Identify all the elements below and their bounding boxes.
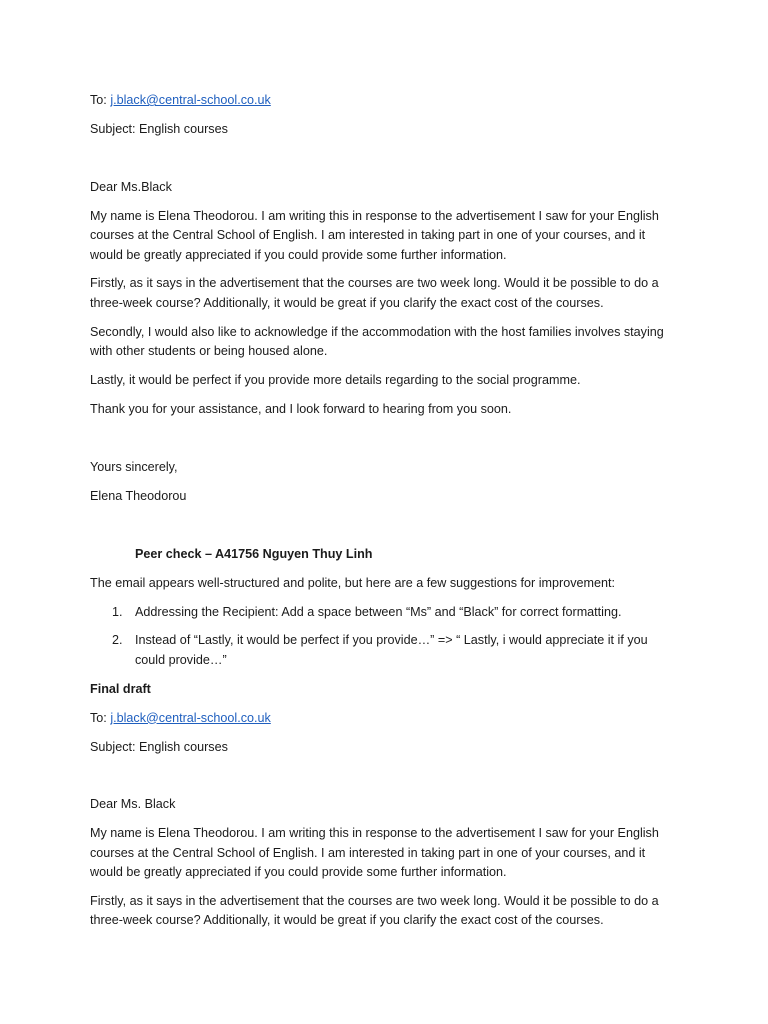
list-item-text: Addressing the Recipient: Add a space between “Ms” and “Black” for correct formatting. [135, 604, 622, 619]
spacer [90, 429, 680, 458]
body-paragraph: My name is Elena Theodorou. I am writing this in response to the advertisement I saw for your English courses at the Central School of English. I am interested in taking part in one of your courses, and it would be greatly appreciated if you could provide some further information. [90, 208, 659, 262]
email-link[interactable]: j.black@central-school.co.uk [110, 93, 271, 107]
email-link[interactable]: j.black@central-school.co.uk [110, 710, 271, 725]
body-paragraph: Firstly, as it says in the advertisement that the courses are two week long. Would it be possible to do a three-week course? Additionally, it would be great if you clarify the exact cost of the courses. [90, 894, 659, 928]
final-draft-heading: Final draft [90, 681, 151, 696]
suggestion-list [90, 603, 680, 671]
to-line [90, 709, 680, 728]
spacer [90, 766, 680, 795]
signature: Elena Theodorou [90, 488, 187, 503]
greeting: Dear Ms. Black [90, 797, 176, 812]
spacer [90, 149, 680, 178]
body-paragraph: Secondly, I would also like to acknowledge if the accommodation with the host families involves staying with other students or being housed alone. [90, 324, 664, 359]
subject-line: Subject: English courses [90, 739, 228, 754]
list-item [90, 631, 680, 670]
to-label: To: [90, 710, 111, 725]
document-page [90, 91, 680, 940]
list-item-text: Instead of “Lastly, it would be perfect if you provide…” => “ Lastly, i would appreciate it if you could provide…” [135, 633, 648, 667]
closing: Yours sincerely, [90, 459, 178, 474]
to-label: To: [90, 93, 111, 107]
body-paragraph: Thank you for your assistance, and I look forward to hearing from you soon. [90, 401, 512, 416]
subject-line: Subject: English courses [90, 121, 228, 136]
peer-check-heading: Peer check – A41756 Nguyen Thuy Linh [135, 546, 373, 561]
list-number: 1. [112, 604, 123, 619]
peer-check-intro: The email appears well-structured and polite, but here are a few suggestions for improvement: [90, 575, 616, 590]
to-line [90, 91, 680, 110]
list-number: 2. [112, 633, 123, 648]
list-item [90, 603, 680, 622]
body-paragraph: Lastly, it would be perfect if you provide more details regarding to the social programme. [90, 373, 581, 388]
body-paragraph: Firstly, as it says in the advertisement that the courses are two week long. Would it be possible to do a three-week course? Additionally, it would be great if you clarify the exact cost of the courses. [90, 276, 659, 310]
spacer [90, 516, 680, 545]
body-paragraph: My name is Elena Theodorou. I am writing this in response to the advertisement I saw for your English courses at the Central School of English. I am interested in taking part in one of your courses, and it would be greatly appreciated if you could provide some further information. [90, 826, 659, 880]
greeting: Dear Ms.Black [90, 179, 172, 194]
